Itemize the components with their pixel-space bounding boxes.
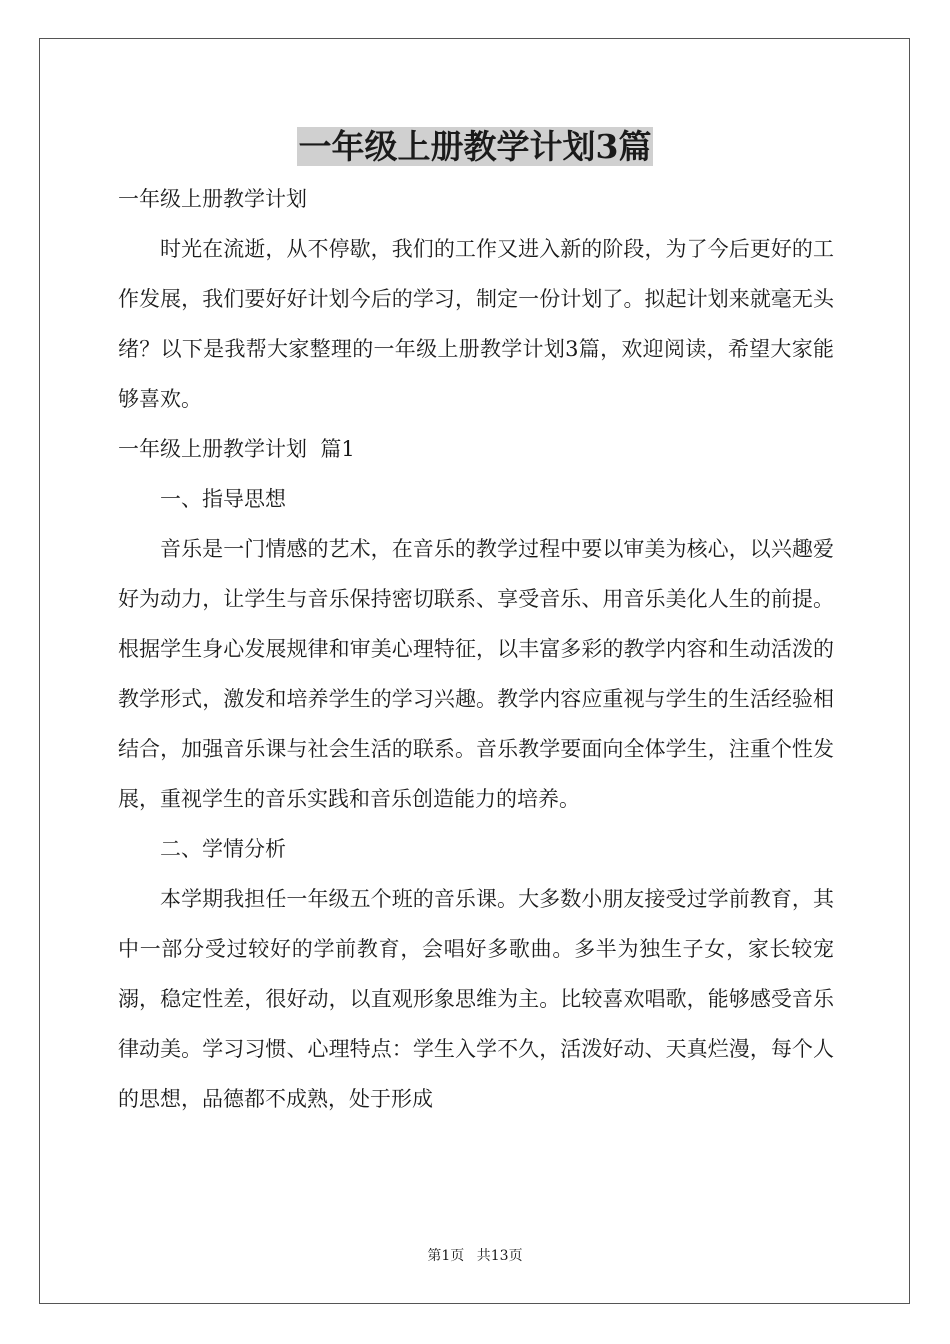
page-number: 第1页 [427,1248,465,1264]
document-body [118,174,834,1124]
page-total: 共13页 [476,1248,523,1264]
section-title: 一年级上册教学计划 篇1 [118,437,355,461]
paragraph-guiding-ideology: 音乐是一门情感的艺术，在音乐的教学过程中要以审美为核心，以兴趣爱好为动力，让学生与音乐保持密切联系、享受音乐、用音乐美化人生的前提。根据学生身心发展规律和审美心理特征，以丰富多彩的教学内容和生动活泼的教学形式，激发和培养学生的学习兴趣。教学内容应重视与学生的生活经验相结合，加强音乐课与社会生活的联系。音乐教学要面向全体学生，注重个性发展，重视学生的音乐实践和音乐创造能力的培养。 [118,537,834,811]
heading-student-analysis: 二、学情分析 [160,837,286,861]
document-title-text: 一年级上册教学计划3篇 [298,127,652,166]
paragraph-student-analysis: 本学期我担任一年级五个班的音乐课。大多数小朋友接受过学前教育，其中一部分受过较好的学前教育，会唱好多歌曲。多半为独生子女，家长较宠溺，稳定性差，很好动，以直观形象思维为主。比较喜欢唱歌，能够感受音乐律动美。学习习惯、心理特点：学生入学不久，活泼好动、天真烂漫，每个人的思想，品德都不成熟，处于形成 [118,887,834,1111]
heading-guiding-ideology: 一、指导思想 [160,487,286,511]
document-title [0,124,950,170]
page-footer [0,1246,950,1266]
subtitle: 一年级上册教学计划 [118,187,307,211]
intro-paragraph: 时光在流逝，从不停歇，我们的工作又进入新的阶段，为了今后更好的工作发展，我们要好好计划今后的学习，制定一份计划了。拟起计划来就毫无头绪？以下是我帮大家整理的一年级上册教学计划3篇，欢迎阅读，希望大家能够喜欢。 [118,237,834,411]
